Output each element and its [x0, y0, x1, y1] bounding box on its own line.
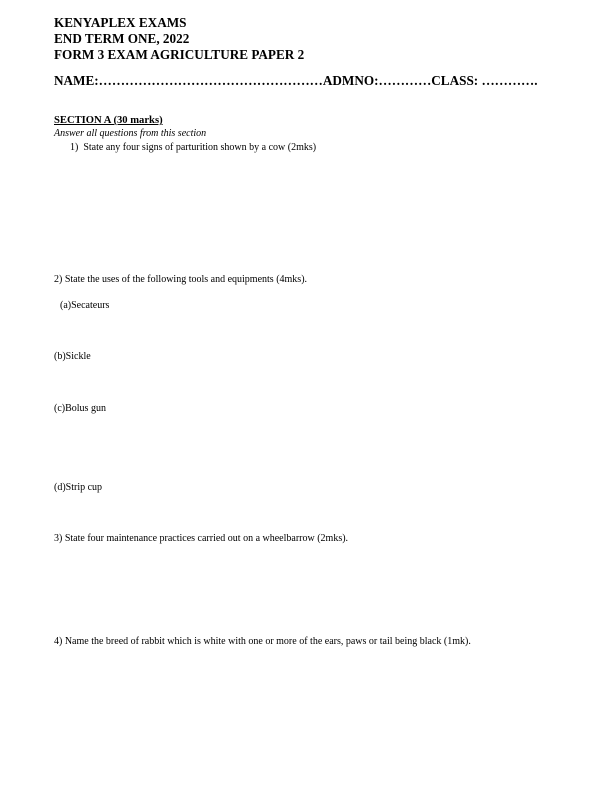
question-2d: (d)Strip cup — [54, 482, 103, 493]
term-title: END TERM ONE, 2022 — [54, 31, 190, 46]
exam-title: FORM 3 EXAM AGRICULTURE PAPER 2 — [54, 47, 305, 62]
question-4: 4) Name the breed of rabbit which is white with one or more of the ears, paws or tail being black (1mk). — [54, 636, 471, 647]
question-2c: (c)Bolus gun — [54, 403, 106, 414]
student-details-line: NAME:……………………………………………ADMNO:…………CLASS: …………. — [54, 73, 538, 88]
question-2b: (b)Sickle — [54, 351, 91, 362]
question-2: 2) State the uses of the following tools and equipments (4mks). — [54, 274, 308, 285]
question-2a: (a)Secateurs — [60, 300, 110, 311]
section-title: SECTION A (30 marks) — [54, 115, 163, 126]
section-instruction: Answer all questions from this section — [54, 128, 207, 139]
question-1: 1) State any four signs of parturition shown by a cow (2mks) — [70, 142, 317, 153]
question-3: 3) State four maintenance practices carried out on a wheelbarrow (2mks). — [54, 533, 349, 544]
school-name: KENYAPLEX EXAMS — [54, 15, 187, 30]
